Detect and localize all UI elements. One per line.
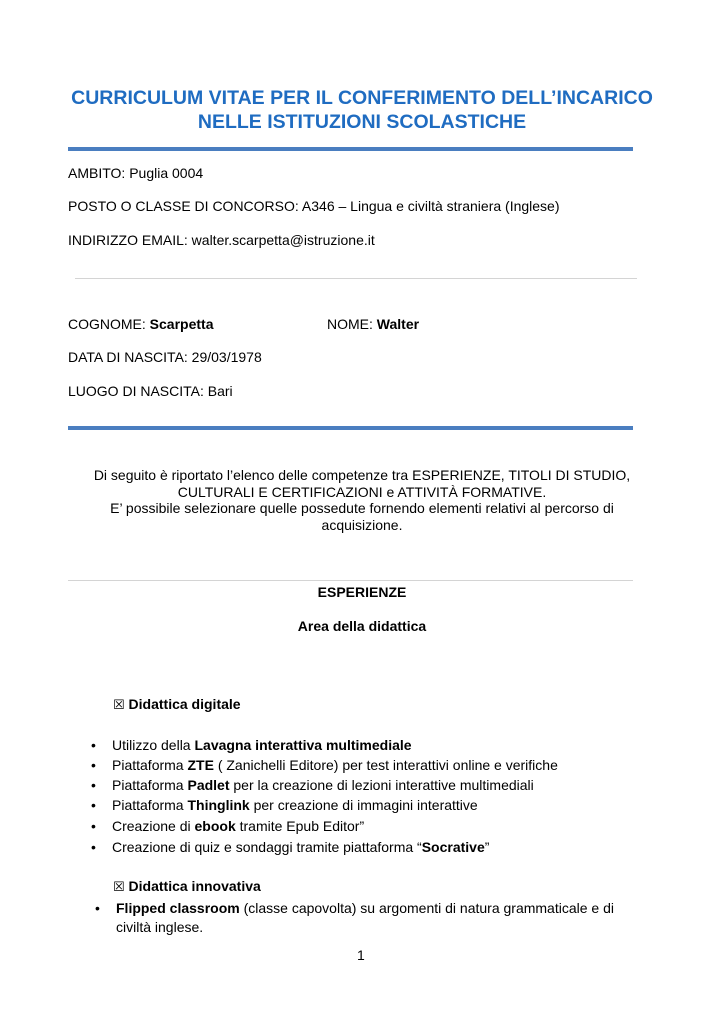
bullet-icon: • <box>91 839 96 855</box>
posto-line: POSTO O CLASSE DI CONCORSO: A346 – Lingua e civiltà straniera (Inglese) <box>68 198 560 214</box>
cognome-value: Scarpetta <box>149 316 214 332</box>
luogo-nascita-line: LUOGO DI NASCITA: Bari <box>68 383 233 399</box>
item-text: per la creazione di lezioni interattive multimediali <box>229 777 534 793</box>
bullet-icon: • <box>91 818 96 834</box>
ambito-line: AMBITO: Puglia 0004 <box>68 165 204 181</box>
section-heading: ESPERIENZE <box>317 584 407 600</box>
nome-label: NOME: <box>327 316 377 332</box>
bullet-icon: • <box>95 900 100 916</box>
intro-line-4: acquisizione. <box>321 517 403 533</box>
bullet-icon: • <box>91 757 96 773</box>
intro-line-3: E’ possibile selezionare quelle possedute fornendo elementi relativi al percorso di <box>110 500 614 516</box>
item-text: Piattaforma <box>112 757 188 773</box>
checkbox-checked-icon: ☒ <box>113 698 125 713</box>
title-divider <box>68 147 633 151</box>
bullet-icon: • <box>91 797 96 813</box>
info-divider <box>75 278 637 279</box>
item-bold: Thinglink <box>187 797 250 813</box>
item-text: per creazione di immagini interattive <box>249 797 478 813</box>
flipped-classroom-item <box>116 900 614 917</box>
didattica-innovativa-heading <box>113 878 261 896</box>
didattica-innovativa-label: Didattica innovativa <box>128 878 261 894</box>
bullet-icon: • <box>91 737 96 753</box>
item-bold: Lavagna interattiva multimediale <box>194 737 412 753</box>
nome-value: Walter <box>376 316 420 332</box>
item-text: Piattaforma <box>112 797 188 813</box>
flipped-classroom-item-line-2: civiltà inglese. <box>116 919 204 935</box>
item-text: Piattaforma <box>112 777 188 793</box>
item-text: Utilizzo della <box>112 737 195 753</box>
item-text: Creazione di quiz e sondaggi tramite piattaforma “ <box>112 839 422 855</box>
intro-line-2: CULTURALI E CERTIFICAZIONI e ATTIVITÀ FORMATIVE. <box>177 484 547 500</box>
cognome-label: COGNOME: <box>68 316 150 332</box>
checkbox-checked-icon: ☒ <box>113 880 125 895</box>
item-text: Creazione di <box>112 818 195 834</box>
section-area: Area della didattica <box>297 618 427 634</box>
cognome-field <box>68 316 213 333</box>
didattica-digitale-label: Didattica digitale <box>128 696 241 712</box>
nome-field <box>327 316 419 333</box>
page-title-line-1: CURRICULUM VITAE PER IL CONFERIMENTO DELL’INCARICO <box>71 87 653 109</box>
item-text: ” <box>484 839 490 855</box>
item-text: tramite Epub Editor” <box>235 818 365 834</box>
item-bold: Flipped classroom <box>116 900 240 916</box>
personal-divider <box>68 426 633 430</box>
intro-line-1: Di seguito è riportato l’elenco delle competenze tra ESPERIENZE, TITOLI DI STUDIO, <box>93 467 631 483</box>
item-bold: Socrative <box>421 839 485 855</box>
email-line: INDIRIZZO EMAIL: walter.scarpetta@istruzione.it <box>68 232 375 248</box>
intro-divider <box>68 580 633 581</box>
data-nascita-line: DATA DI NASCITA: 29/03/1978 <box>68 349 262 365</box>
page-number: 1 <box>357 947 365 963</box>
item-text: ( Zanichelli Editore) per test interattivi online e verifiche <box>213 757 558 773</box>
page-title-line-2: NELLE ISTITUZIONI SCOLASTICHE <box>197 111 527 133</box>
didattica-digitale-heading <box>113 696 241 714</box>
item-bold: ebook <box>194 818 236 834</box>
bullet-icon: • <box>91 777 96 793</box>
item-text: (classe capovolta) su argomenti di natura grammaticale e di <box>239 900 614 916</box>
item-bold: ZTE <box>187 757 214 773</box>
item-bold: Padlet <box>187 777 230 793</box>
